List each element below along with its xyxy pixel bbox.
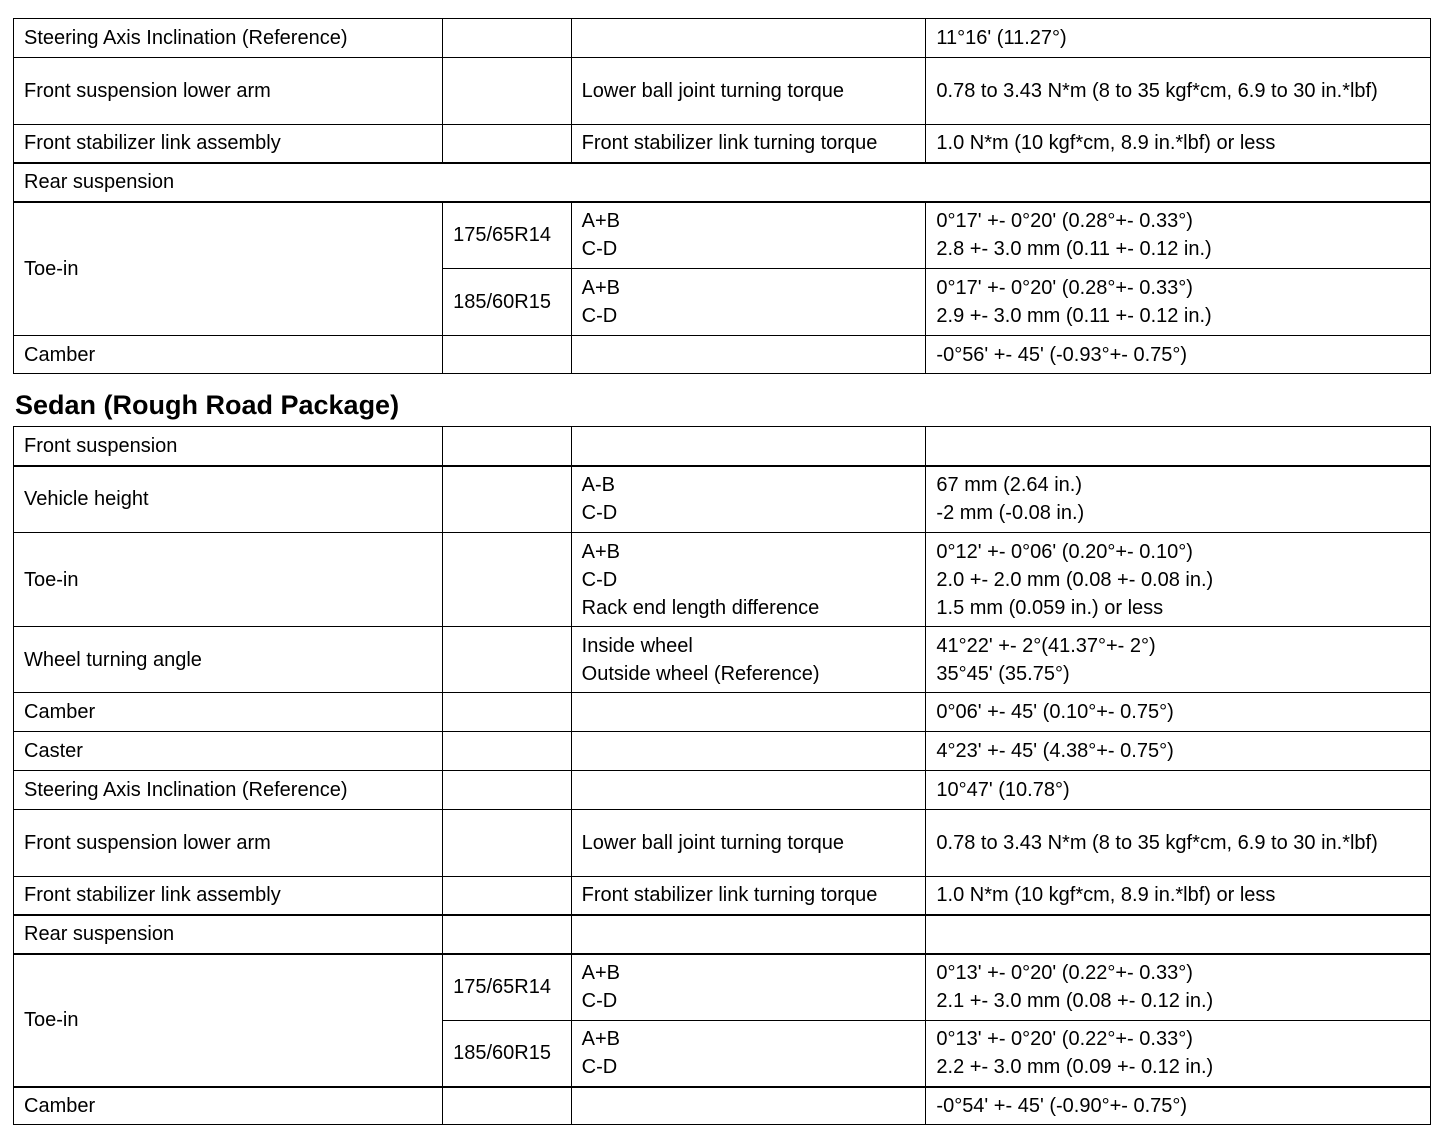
table-row xyxy=(14,19,1431,58)
section-heading: Rear suspension xyxy=(14,915,443,954)
spec-table-1 xyxy=(13,18,1431,374)
spec-table-2 xyxy=(13,426,1431,1125)
tire-size: 185/60R15 xyxy=(443,1021,572,1087)
spec-label: Toe-in xyxy=(14,954,443,1087)
table-row xyxy=(14,125,1431,163)
table-row xyxy=(14,202,1431,269)
section-row xyxy=(14,163,1431,202)
table-row xyxy=(14,627,1431,693)
spec-value: 0°17' +- 0°20' (0.28°+- 0.33°) 2.8 +- 3.0 mm (0.11 +- 0.12 in.) xyxy=(926,202,1431,269)
table-row xyxy=(14,954,1431,1021)
spec-item: Lower ball joint turning torque xyxy=(571,810,926,877)
spec-label: Front suspension lower arm xyxy=(14,810,443,877)
spec-label: Steering Axis Inclination (Reference) xyxy=(14,19,443,58)
spec-label: Front stabilizer link assembly xyxy=(14,877,443,915)
spec-label: Camber xyxy=(14,1087,443,1125)
table-row xyxy=(14,771,1431,810)
table-row xyxy=(14,1087,1431,1125)
spec-value: 4°23' +- 45' (4.38°+- 0.75°) xyxy=(926,732,1431,771)
spec-label: Toe-in xyxy=(14,533,443,627)
spec-item: Front stabilizer link turning torque xyxy=(571,877,926,915)
spec-value: 0.78 to 3.43 N*m (8 to 35 kgf*cm, 6.9 to 30 in.*lbf) xyxy=(926,58,1431,125)
spec-label: Vehicle height xyxy=(14,466,443,533)
section-row xyxy=(14,915,1431,954)
spec-value: -0°54' +- 45' (-0.90°+- 0.75°) xyxy=(926,1087,1431,1125)
spec-item: Lower ball joint turning torque xyxy=(571,58,926,125)
spec-value: 11°16' (11.27°) xyxy=(926,19,1431,58)
spec-item: A+B C-D xyxy=(571,202,926,269)
spec-value: 0°06' +- 45' (0.10°+- 0.75°) xyxy=(926,693,1431,732)
section-heading: Front suspension xyxy=(14,427,443,466)
spec-item: A-B C-D xyxy=(571,466,926,533)
spec-item: Front stabilizer link turning torque xyxy=(571,125,926,163)
spec-value: 41°22' +- 2°(41.37°+- 2°) 35°45' (35.75°) xyxy=(926,627,1431,693)
tire-size: 185/60R15 xyxy=(443,269,572,336)
spec-item: A+B C-D xyxy=(571,1021,926,1087)
table-row xyxy=(14,693,1431,732)
section-heading: Rear suspension xyxy=(14,163,1431,202)
tire-size: 175/65R14 xyxy=(443,202,572,269)
spec-value: 0°12' +- 0°06' (0.20°+- 0.10°) 2.0 +- 2.0 mm (0.08 +- 0.08 in.) 1.5 mm (0.059 in.) or less xyxy=(926,533,1431,627)
spec-item: A+B C-D Rack end length difference xyxy=(571,533,926,627)
table-row xyxy=(14,533,1431,627)
table-row xyxy=(14,810,1431,877)
spec-label: Steering Axis Inclination (Reference) xyxy=(14,771,443,810)
spec-value: 67 mm (2.64 in.) -2 mm (-0.08 in.) xyxy=(926,466,1431,533)
spec-value: 0°17' +- 0°20' (0.28°+- 0.33°) 2.9 +- 3.0 mm (0.11 +- 0.12 in.) xyxy=(926,269,1431,336)
spec-label: Camber xyxy=(14,693,443,732)
spec-item: A+B C-D xyxy=(571,269,926,336)
section-title: Sedan (Rough Road Package) xyxy=(15,390,400,420)
table-row xyxy=(14,877,1431,915)
spec-value: 0°13' +- 0°20' (0.22°+- 0.33°) 2.1 +- 3.0 mm (0.08 +- 0.12 in.) xyxy=(926,954,1431,1021)
spec-label: Front suspension lower arm xyxy=(14,58,443,125)
table-row xyxy=(14,58,1431,125)
spec-value: 0°13' +- 0°20' (0.22°+- 0.33°) 2.2 +- 3.0 mm (0.09 +- 0.12 in.) xyxy=(926,1021,1431,1087)
spec-label: Front stabilizer link assembly xyxy=(14,125,443,163)
spec-label: Caster xyxy=(14,732,443,771)
table-row xyxy=(14,336,1431,374)
spec-value: 0.78 to 3.43 N*m (8 to 35 kgf*cm, 6.9 to 30 in.*lbf) xyxy=(926,810,1431,877)
spec-label: Wheel turning angle xyxy=(14,627,443,693)
spec-item: A+B C-D xyxy=(571,954,926,1021)
spec-value: 1.0 N*m (10 kgf*cm, 8.9 in.*lbf) or less xyxy=(926,877,1431,915)
table-row xyxy=(14,732,1431,771)
spec-label: Toe-in xyxy=(14,202,443,336)
spec-label: Camber xyxy=(14,336,443,374)
tire-size: 175/65R14 xyxy=(443,954,572,1021)
spec-item: Inside wheel Outside wheel (Reference) xyxy=(571,627,926,693)
table-row xyxy=(14,466,1431,533)
spec-value: 1.0 N*m (10 kgf*cm, 8.9 in.*lbf) or less xyxy=(926,125,1431,163)
spec-value: -0°56' +- 45' (-0.93°+- 0.75°) xyxy=(926,336,1431,374)
section-row xyxy=(14,427,1431,466)
spec-value: 10°47' (10.78°) xyxy=(926,771,1431,810)
